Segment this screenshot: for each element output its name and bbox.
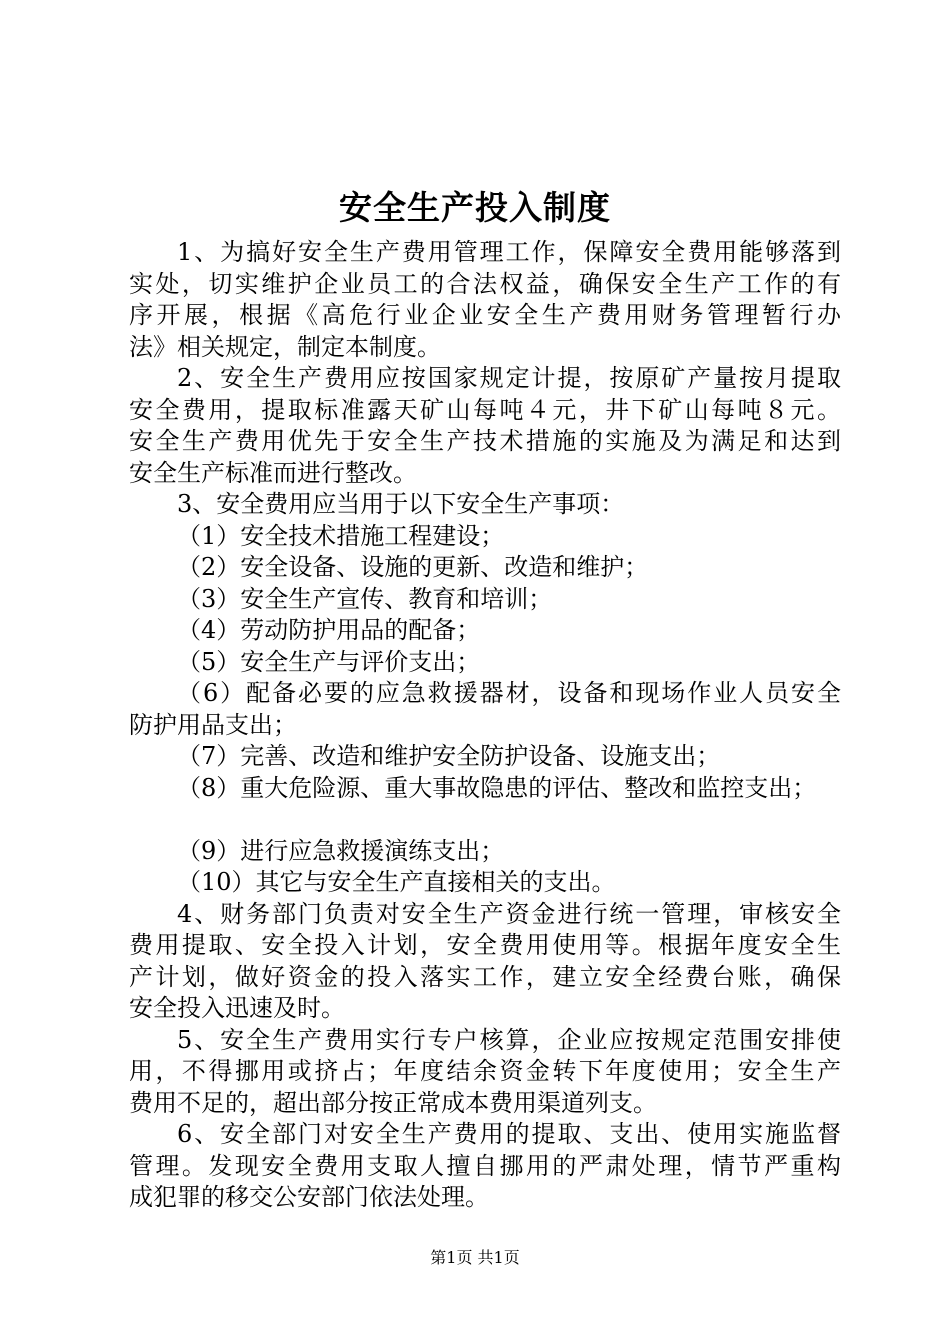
list-item: （6）配备必要的应急救援器材，设备和现场作业人员安全 <box>177 679 841 707</box>
paragraph-4 <box>129 899 841 1025</box>
list-item: （7）完善、改造和维护安全防护设备、设施支出； <box>177 742 721 770</box>
document-body <box>129 237 841 1214</box>
text-line: 用，不得挪用或挤占；年度结余资金转下年度使用；安全生产 <box>129 1057 841 1085</box>
text-line: 成犯罪的移交公安部门依法处理。 <box>129 1183 489 1211</box>
list-item: （4）劳动防护用品的配备； <box>177 616 481 644</box>
text-line: 费用不足的，超出部分按正常成本费用渠道列支。 <box>129 1088 657 1117</box>
paragraph-6 <box>129 1119 841 1214</box>
text-line: 费用提取、安全投入计划，安全费用使用等。根据年度安全生 <box>129 931 841 959</box>
expense-item-list <box>129 521 841 899</box>
list-item: （2）安全设备、设施的更新、改造和维护； <box>177 553 649 581</box>
text-line: 安全生产标准而进行整改。 <box>129 458 417 487</box>
text-line: 安全费用，提取标准露天矿山每吨４元，井下矿山每吨８元。 <box>129 395 841 424</box>
list-item-continuation: 防护用品支出； <box>129 710 297 739</box>
text-line: 实处，切实维护企业员工的合法权益，确保安全生产工作的有 <box>129 269 841 298</box>
text-line: 安全投入迅速及时。 <box>129 994 345 1022</box>
text-line: 法》相关规定，制定本制度。 <box>129 332 441 361</box>
text-line: 3、安全费用应当用于以下安全生产事项： <box>177 490 625 518</box>
paragraph-1 <box>129 237 841 363</box>
text-line: 2、安全生产费用应按国家规定计提，按原矿产量按月提取 <box>177 364 841 392</box>
list-item: （3）安全生产宣传、教育和培训； <box>177 584 553 613</box>
list-item: （1）安全技术措施工程建设； <box>177 521 505 550</box>
text-line: 1、为搞好安全生产费用管理工作，保障安全费用能够落到 <box>177 238 841 266</box>
text-line: 安全生产费用优先于安全生产技术措施的实施及为满足和达到 <box>129 427 841 455</box>
page-title: 安全生产投入制度 <box>339 188 611 227</box>
text-line: 5、安全生产费用实行专户核算，企业应按规定范围安排使 <box>177 1025 841 1054</box>
page-footer: 第1页 共1页 <box>430 1248 520 1267</box>
list-item: （9）进行应急救援演练支出； <box>177 836 505 865</box>
text-line: 4、财务部门负责对安全生产资金进行统一管理，审核安全 <box>177 899 841 928</box>
paragraph-5 <box>129 1025 841 1120</box>
text-line: 6、安全部门对安全生产费用的提取、支出、使用实施监督 <box>177 1120 841 1148</box>
list-item: （10）其它与安全生产直接相关的支出。 <box>177 868 616 896</box>
list-item: （8）重大危险源、重大事故隐患的评估、整改和监控支出； <box>177 773 817 802</box>
paragraph-2 <box>129 363 841 489</box>
text-line: 序开展，根据《高危行业企业安全生产费用财务管理暂行办 <box>129 301 841 329</box>
paragraph-3 <box>129 489 841 521</box>
text-line: 管理。发现安全费用支取人擅自挪用的严肃处理，情节严重构 <box>129 1151 841 1180</box>
spacer <box>129 804 841 836</box>
text-line: 产计划，做好资金的投入落实工作，建立安全经费台账，确保 <box>129 962 841 991</box>
list-item: （5）安全生产与评价支出； <box>177 647 481 676</box>
